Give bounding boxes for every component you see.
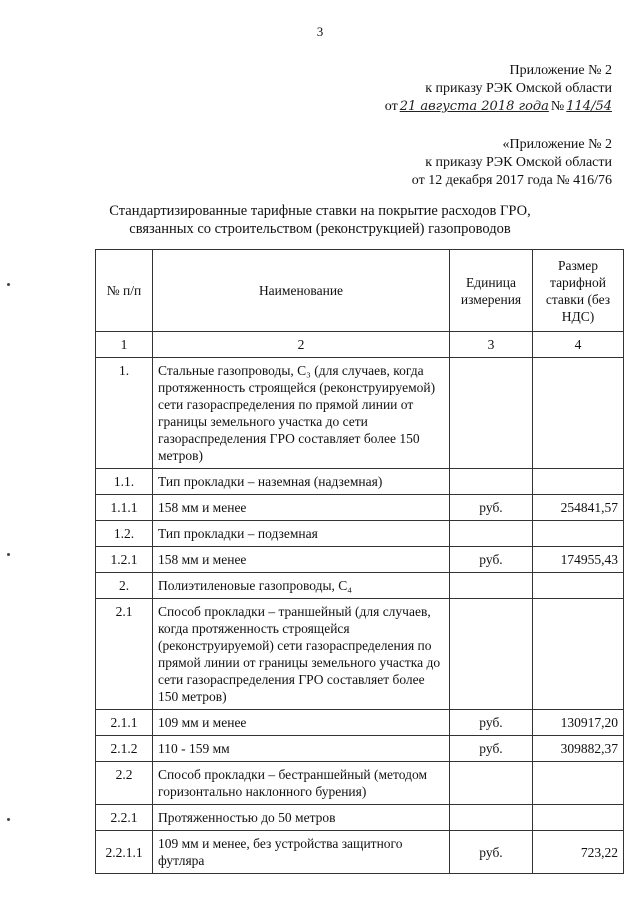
row-rate xyxy=(533,358,624,469)
row-unit xyxy=(450,469,533,495)
table-row xyxy=(96,573,624,599)
appendix-header xyxy=(385,62,612,116)
row-rate: 130917,20 xyxy=(533,710,624,736)
handwritten-number: 114/54 xyxy=(566,99,612,114)
col-number: 4 xyxy=(533,332,624,358)
page-number: 3 xyxy=(316,24,324,39)
row-number: 2.1.2 xyxy=(96,736,153,762)
row-number: 2.2.1.1 xyxy=(96,831,153,874)
appendix-date-line xyxy=(385,98,612,116)
row-unit: руб. xyxy=(450,495,533,521)
table-row xyxy=(96,805,624,831)
row-name: Протяженностью до 50 метров xyxy=(153,805,450,831)
appendix-order-ref: к приказу РЭК Омской области xyxy=(425,81,612,96)
col-number: 2 xyxy=(153,332,450,358)
row-unit xyxy=(450,521,533,547)
header-unit: Единица измерения xyxy=(450,250,533,332)
row-rate xyxy=(533,469,624,495)
table-header-row xyxy=(96,250,624,332)
row-name: 109 мм и менее xyxy=(153,710,450,736)
row-rate xyxy=(533,521,624,547)
handwritten-date: 21 августа 2018 года xyxy=(399,99,549,114)
table-row xyxy=(96,547,624,573)
row-name: 110 - 159 мм xyxy=(153,736,450,762)
row-rate xyxy=(533,805,624,831)
table-row xyxy=(96,599,624,710)
row-rate: 723,22 xyxy=(533,831,624,874)
row-name: Полиэтиленовые газопроводы, С₄ xyxy=(153,573,450,599)
row-name: 158 мм и менее xyxy=(153,495,450,521)
document-title-line2: связанных со строительством (реконструкцией) газопроводов xyxy=(129,221,511,237)
scan-mark xyxy=(7,283,10,286)
number-label: № xyxy=(550,99,565,114)
row-unit xyxy=(450,805,533,831)
from-label: от xyxy=(384,99,398,114)
table-row xyxy=(96,495,624,521)
col-number: 1 xyxy=(96,332,153,358)
scan-mark xyxy=(7,553,10,556)
row-unit: руб. xyxy=(450,547,533,573)
row-rate xyxy=(533,573,624,599)
row-unit xyxy=(450,599,533,710)
row-number: 1.1.1 xyxy=(96,495,153,521)
previous-appendix-date: от 12 декабря 2017 года № 416/76 xyxy=(411,173,612,188)
row-name: Тип прокладки – подземная xyxy=(153,521,450,547)
table-row xyxy=(96,358,624,469)
row-number: 2.1.1 xyxy=(96,710,153,736)
row-name: Способ прокладки – бестраншейный (методом горизонтально наклонного бурения) xyxy=(153,762,450,805)
col-number: 3 xyxy=(450,332,533,358)
document-title-line1: Стандартизированные тарифные ставки на покрытие расходов ГРО, xyxy=(109,203,531,219)
row-number: 1.1. xyxy=(96,469,153,495)
row-rate xyxy=(533,599,624,710)
table-row xyxy=(96,710,624,736)
row-name: 158 мм и менее xyxy=(153,547,450,573)
row-rate: 174955,43 xyxy=(533,547,624,573)
document-title xyxy=(60,202,580,238)
row-unit: руб. xyxy=(450,736,533,762)
table-row xyxy=(96,736,624,762)
previous-appendix-title: «Приложение № 2 xyxy=(502,137,612,152)
tariff-table xyxy=(95,249,624,874)
row-rate xyxy=(533,762,624,805)
header-num: № п/п xyxy=(96,250,153,332)
row-unit: руб. xyxy=(450,710,533,736)
row-number: 1. xyxy=(96,358,153,469)
row-name: Способ прокладки – траншейный (для случаев, когда протяженность строящейся (реконструируемой) сети газораспределения по прямой линии от границы земельного участка до сети газораспределения ГРО составляет более 150 метров) xyxy=(153,599,450,710)
column-number-row xyxy=(96,332,624,358)
table-row xyxy=(96,521,624,547)
row-number: 2. xyxy=(96,573,153,599)
tariff-table-body xyxy=(96,358,624,874)
table-row xyxy=(96,762,624,805)
row-rate: 309882,37 xyxy=(533,736,624,762)
row-number: 2.1 xyxy=(96,599,153,710)
appendix-title: Приложение № 2 xyxy=(509,63,612,78)
row-name: Тип прокладки – наземная (надземная) xyxy=(153,469,450,495)
row-unit: руб. xyxy=(450,831,533,874)
table-row xyxy=(96,469,624,495)
row-number: 2.2 xyxy=(96,762,153,805)
row-name: Стальные газопроводы, С₃ (для случаев, когда протяженность строящейся (реконструируемой) сети газораспределения по прямой линии от границы земельного участка до сети газораспределения ГРО составляет более 150 метров) xyxy=(153,358,450,469)
row-rate: 254841,57 xyxy=(533,495,624,521)
previous-appendix-order-ref: к приказу РЭК Омской области xyxy=(425,155,612,170)
scan-mark xyxy=(7,818,10,821)
header-rate: Размер тарифной ставки (без НДС) xyxy=(533,250,624,332)
header-name: Наименование xyxy=(153,250,450,332)
row-number: 1.2.1 xyxy=(96,547,153,573)
row-unit xyxy=(450,573,533,599)
previous-appendix-header xyxy=(412,136,612,190)
table-row xyxy=(96,831,624,874)
row-name: 109 мм и менее, без устройства защитного футляра xyxy=(153,831,450,874)
row-number: 1.2. xyxy=(96,521,153,547)
row-number: 2.2.1 xyxy=(96,805,153,831)
row-unit xyxy=(450,358,533,469)
row-unit xyxy=(450,762,533,805)
